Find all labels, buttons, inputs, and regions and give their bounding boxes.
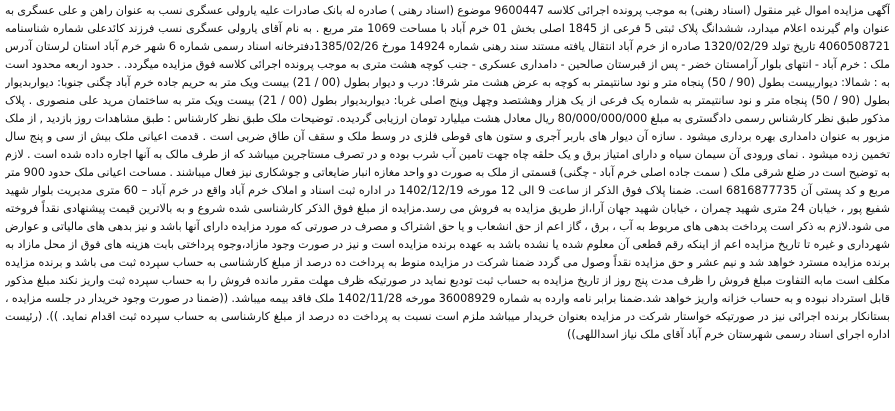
auction-notice-text: آگهی مزایده اموال غیر منقول (اسناد رهنی) به موجب پرونده اجرائی کلاسه 9600447 موضوع (اسناد رهنی ) صادره له بانک صادرات علیه یارولی عسگری نسب به عنوان راهن و علی عسگری به عنوان وام گیرنده اعلام میدارد، ششدانگ پلاک ثبتی 5 فرعی از 1845 اصلی بخش 01 خرم آباد با مساحت 1069 متر مربع . به نام آقای یارولی عسگری نسب فرزند کائدعلی شماره شناسنامه 4060508721 تاریخ تولد 1320/02/29 صادره از خرم آباد انتقال یافته مستند سند رهنی شماره 14924 مورخ 1385/02/26دفترخانه اسناد رسمی شماره 6 شهر خرم آباد استان لرستان آدرس ملک : خرم آباد - انتهای بلوار آرامستان خضر - پس از قبرستان صالحین - دامداری عسکری - جنب کوچه هشت متری به موجب پرونده اجرائی کلاسه فوق مزایده میگردد. . حدود اربعه محدود است به : شمالا: دیواربیست بطول (90 / 50) پنجاه متر و نود سانتیمتر به کوچه به عرض هشت متر شرقا: درب و دیوار بطول (00 / 21) بیست ویک متر به حریم جاده خرم آباد چگنی جنوبا: دیواربدیوار بطول (90 / 50) پنجاه متر و نود سانتیمتر به شماره یک فرعی از یک هزار وهشتصد وچهل وپنج اصلی غربا: دیواربدیوار بطول (00 / 21) بیست ویک متر به ساختمان مرید علی منصوری . پلاک مذکور طبق نظر کارشناس رسمی دادگستری به مبلغ 80/000/000/000 ریال معادل هشت میلیارد تومان ارزیابی گردیده. توضیحات ملک طبق نظر کارشناس : طبق مشاهدات روز بازدید , از ملک مزبور به عنوان دامداری بهره برداری میشود . سازه آن دیوار های باربر آجری و ستون های قوطی فلزی در وسط ملک و سقف آن طاق ضربی است . قدمت اعیانی ملک بیش از سی و پنج سال تخمین زده میشود . نمای ورودی آن سیمان سیاه و دارای امتیاز برق و یک حلقه چاه جهت تامین آب شرب بوده و در تصرف مستاجرین میباشد که از طرف مالک به آنها اجاره داده شده است . لازم به توضیح است در ضلع شرقی ملک ( سمت جاده اصلی خرم آباد - چگنی) قسمتی از ملک به صورت دو واحد مغازه انبار ضایعاتی و جوشکاری نیز فعال میباشند . مساحت اعیانی ملک حدود 900 متر مربع و کد پستی آن 6816877735 است. ضمنا پلاک فوق الذکر از ساعت 9 الی 12 مورخه 1402/12/19 در اداره ثبت اسناد و املاک خرم آباد واقع در خرم آباد – 60 متری مدیریت بلوار شهید شفیع پور ، خیابان 24 متری شهید چمران ، خیابان شهید جهان آرا،از طریق مزایده به فروش می رسد.مزایده از مبلغ فوق الذکر کارشناسی شده شروع و به بالاترین قیمت پیشنهادی نقداً فروخته می شود.لازم به ذکر است پرداخت بدهی های مربوط به آب ، برق ، گاز اعم از حق انشعاب و یا حق اشتراک و مصرف در صورتی که مورد مزایده دارای آنها باشد و نیز بدهی های مالیاتی و عوارض شهرداری و غیره تا تاریخ مزایده اعم از اینکه رقم قطعی آن معلوم شده یا نشده باشد به عهده برنده مزایده است و نیز در صورت وجود مازاد،وجوه پرداختی بابت هزینه های فوق از محل مازاد به برنده مزایده مسترد خواهد شد و نیم عشر و حق مزایده نقداً وصول می گردد ضمنا شرکت در مزایده منوط به پرداخت ده درصد از مبلغ کارشناسی به حساب سپرده ثبت می باشد و برنده مزایده مکلف است مابه التفاوت مبلغ فروش را ظرف مدت پنج روز از تاریخ مزایده به حساب ثبت تودیع نماید در صورتیکه ظرف مهلت مقرر مانده فروش را به حساب سپرده ثبت واریز نکند مبلغ مذکور قابل استرداد نبوده و به حساب خزانه واریز خواهد شد.ضمنا برابر نامه وارده به شماره 36008929 مورخه 1402/11/28 ملک فاقد بیمه میباشد. ((ضمنا در صورت وجود خریدار در جلسه مزایده ، بستانکار برنده اجرائی نیز در صورتیکه خواستار شرکت در مزایده بعنوان خریدار میباشد ملزم است نسبت به پرداخت ده درصد از مبلغ کارشناسی به حساب سپرده ثبت اقدام نماید. )). (رئیست اداره اجرای اسناد رسمی شهرستان خرم آباد آقای ملک نیاز اسداللهی)) — [5, 4, 890, 341]
auction-notice — [5, 2, 890, 407]
